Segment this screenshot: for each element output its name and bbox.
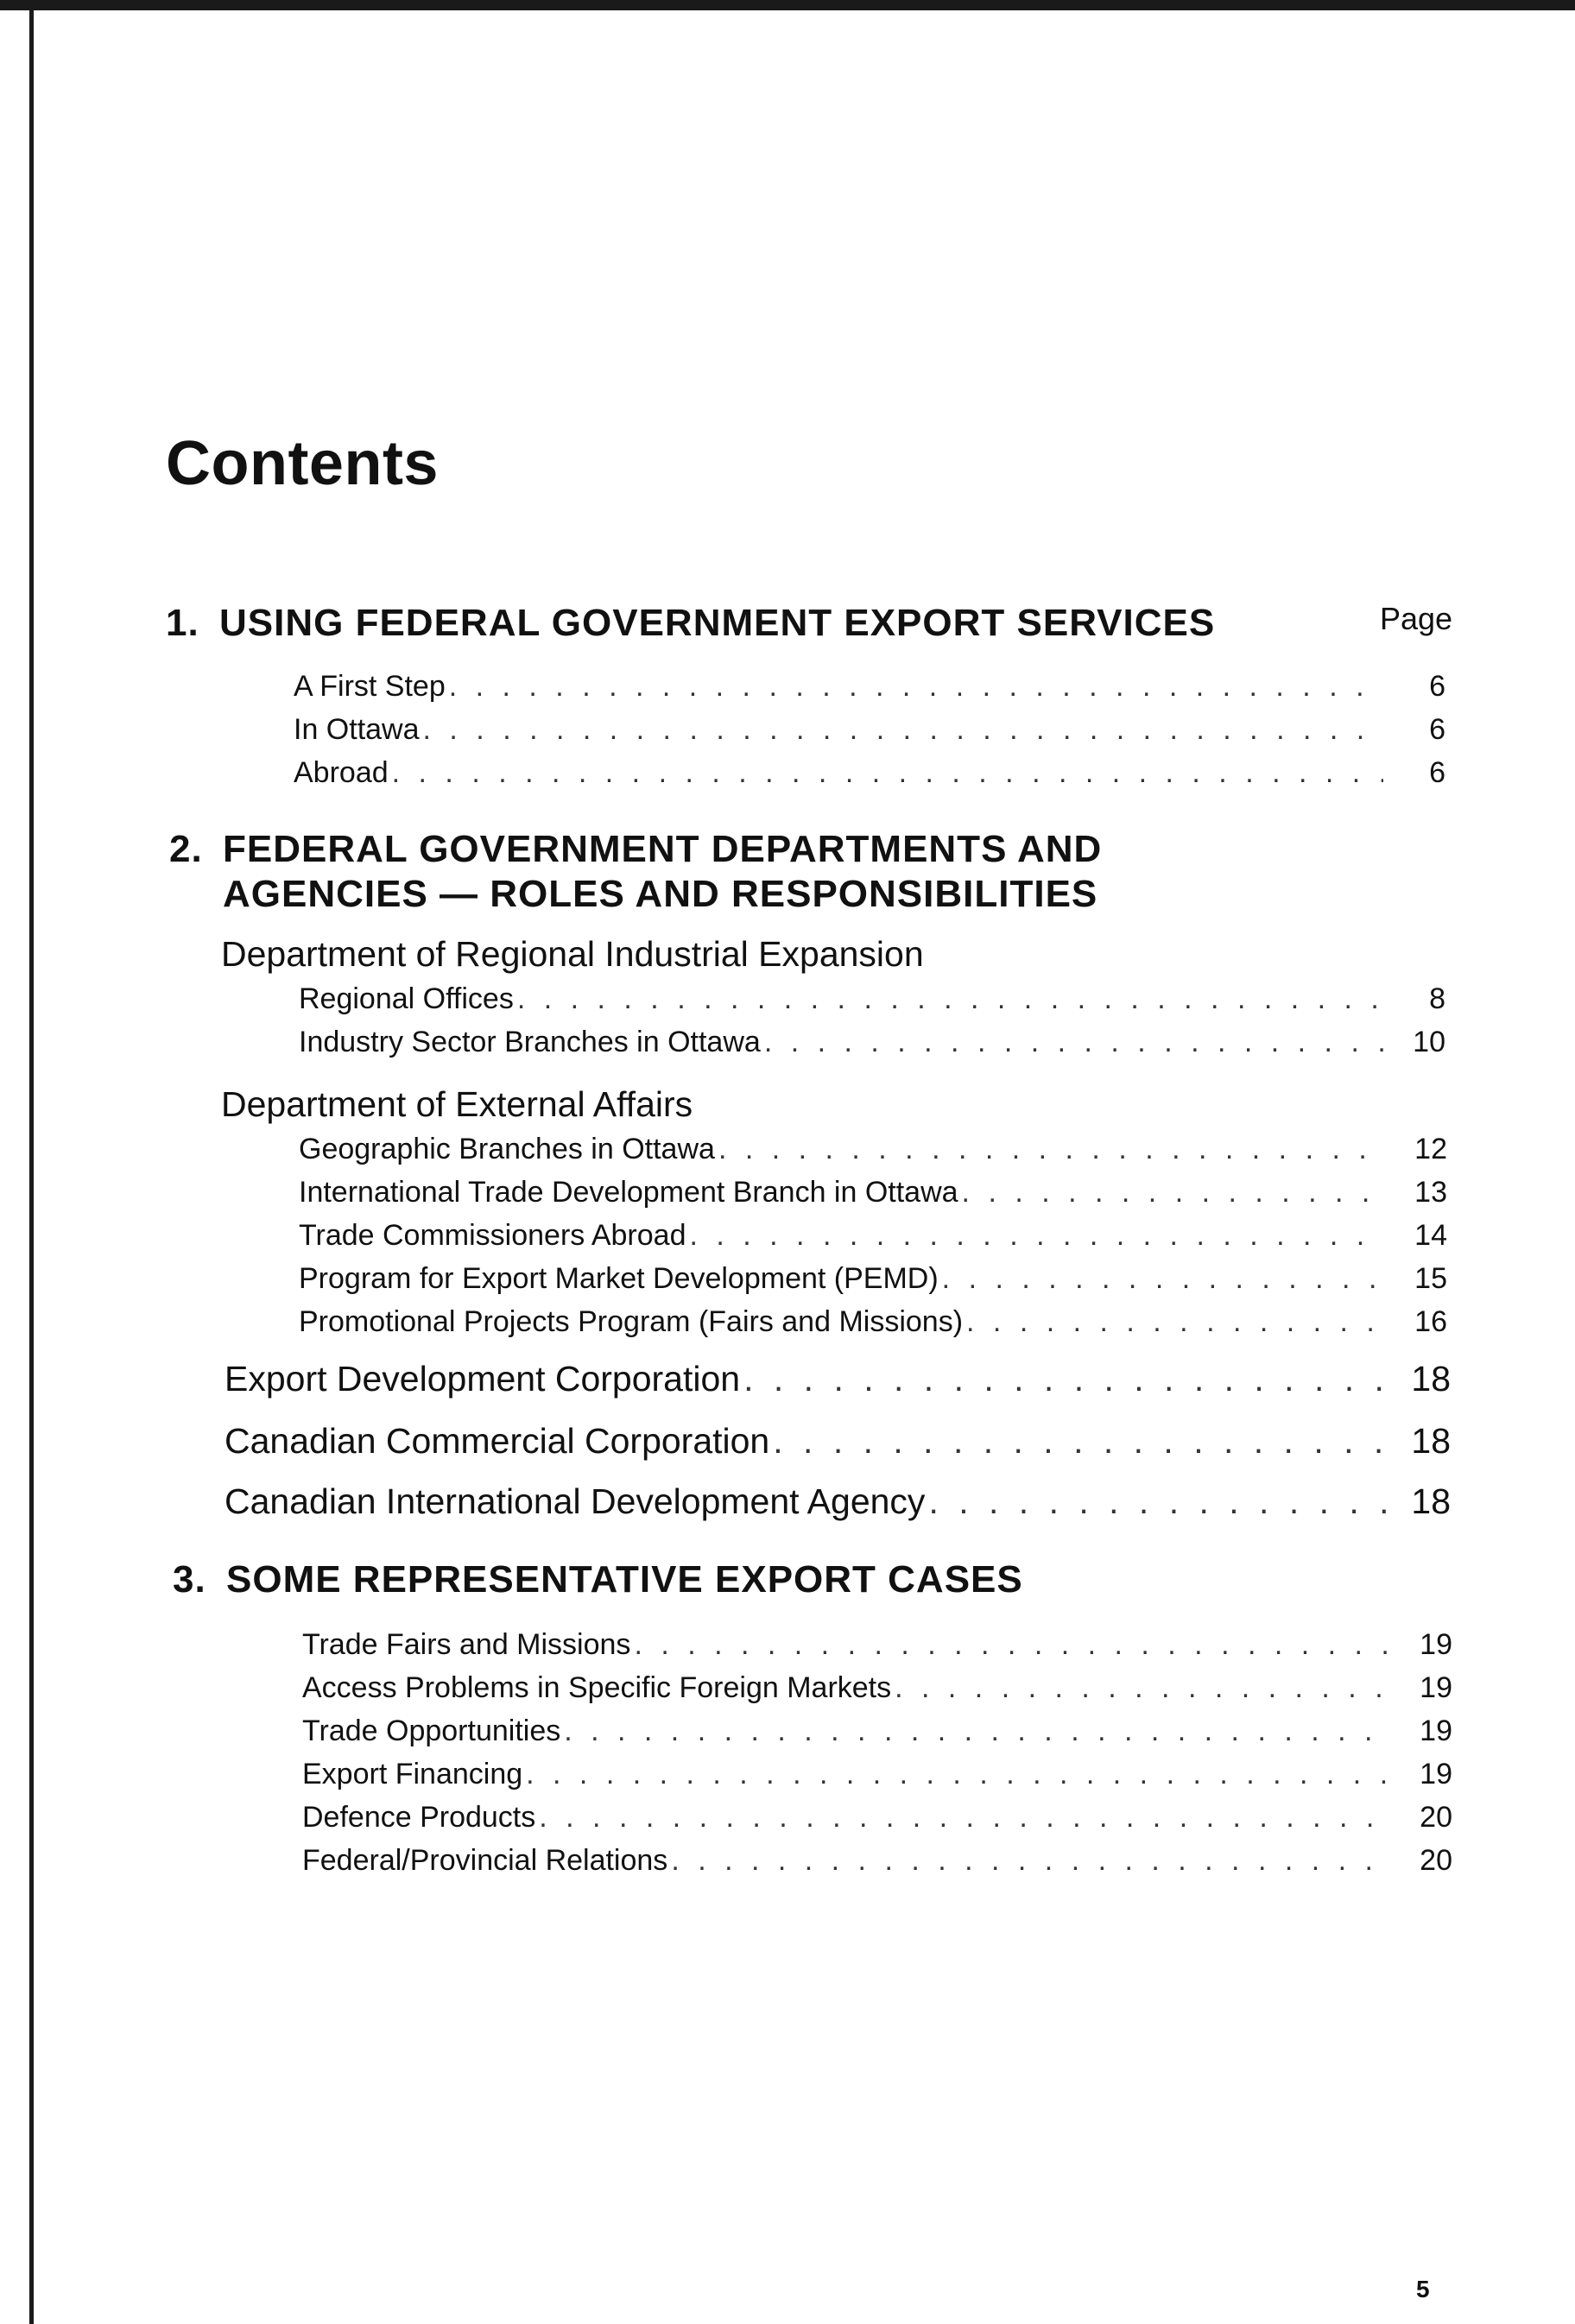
section-number: 1.: [166, 602, 199, 644]
toc-entry-page: 19: [1420, 1715, 1452, 1747]
page-column-label: Page: [1380, 601, 1453, 636]
section-number: 3.: [173, 1558, 206, 1601]
section-3-heading: [173, 1557, 1023, 1602]
toc-entry-page: 18: [1411, 1359, 1451, 1399]
toc-entry-label: Abroad: [294, 756, 389, 789]
toc-entry-page: 20: [1420, 1801, 1452, 1834]
toc-entry[interactable]: [225, 1359, 1451, 1399]
toc-entry-page: 15: [1414, 1262, 1447, 1295]
dot-leader: [517, 982, 1383, 1016]
dot-leader: [526, 1758, 1390, 1791]
section-title: SOME REPRESENTATIVE EXPORT CASES: [226, 1558, 1023, 1601]
toc-entry[interactable]: [299, 982, 1445, 1016]
dot-leader: [423, 713, 1383, 747]
dot-leader: [895, 1671, 1390, 1705]
toc-entry-label: In Ottawa: [294, 713, 420, 746]
toc-entry-label: Federal/Provincial Relations: [302, 1844, 668, 1877]
toc-entry-label: Canadian International Development Agency: [225, 1481, 926, 1521]
toc-entry[interactable]: [299, 1219, 1447, 1253]
dot-leader: [718, 1133, 1385, 1166]
toc-entry[interactable]: [302, 1628, 1452, 1662]
toc-entry[interactable]: [299, 1262, 1447, 1296]
dot-leader: [564, 1715, 1390, 1748]
toc-entry[interactable]: [302, 1671, 1452, 1705]
dot-leader: [743, 1359, 1388, 1399]
section-title: USING FEDERAL GOVERNMENT EXPORT SERVICES: [219, 602, 1216, 644]
section-2-heading: [169, 827, 1102, 917]
dot-leader: [962, 1176, 1385, 1209]
toc-entry-label: Regional Offices: [299, 982, 514, 1015]
department-heading: Department of Regional Industrial Expansion: [221, 934, 924, 974]
toc-entry-label: International Trade Development Branch in Ottawa: [299, 1176, 958, 1209]
section-1-heading: [166, 601, 1215, 646]
toc-entry-label: Export Financing: [302, 1758, 523, 1790]
toc-entry[interactable]: [294, 670, 1445, 704]
section-number: 2.: [169, 828, 203, 870]
toc-entry-page: 6: [1429, 713, 1445, 746]
toc-entry[interactable]: [302, 1715, 1452, 1748]
toc-entry[interactable]: [302, 1844, 1452, 1878]
scan-top-border: [0, 0, 1575, 10]
toc-entry[interactable]: [225, 1481, 1451, 1522]
dot-leader: [689, 1219, 1385, 1253]
toc-entry[interactable]: [299, 1176, 1447, 1209]
toc-entry-page: 20: [1420, 1844, 1452, 1877]
toc-entry[interactable]: [302, 1801, 1452, 1835]
toc-entry-label: Export Development Corporation: [225, 1359, 741, 1399]
toc-entry-label: Access Problems in Specific Foreign Markets: [302, 1671, 892, 1704]
toc-entry-page: 18: [1411, 1481, 1451, 1521]
toc-entry-page: 6: [1429, 756, 1445, 789]
toc-entry[interactable]: [299, 1133, 1447, 1166]
toc-entry[interactable]: [299, 1026, 1445, 1059]
dot-leader: [928, 1481, 1388, 1522]
toc-entry-page: 10: [1413, 1026, 1445, 1058]
toc-entry-label: Industry Sector Branches in Ottawa: [299, 1026, 761, 1058]
dot-leader: [392, 756, 1383, 790]
section-title: FEDERAL GOVERNMENT DEPARTMENTS AND: [223, 828, 1103, 870]
toc-entry[interactable]: [225, 1421, 1451, 1462]
department-heading: Department of External Affairs: [221, 1084, 693, 1124]
toc-entry[interactable]: [299, 1305, 1447, 1339]
toc-entry-page: 18: [1411, 1421, 1451, 1461]
toc-entry-label: Promotional Projects Program (Fairs and Missions): [299, 1305, 964, 1338]
dot-leader: [539, 1801, 1390, 1835]
dot-leader: [449, 670, 1383, 704]
dot-leader: [773, 1421, 1388, 1462]
toc-entry-page: 8: [1429, 982, 1445, 1015]
page-number: 5: [1416, 2276, 1430, 2302]
toc-entry-label: Trade Opportunities: [302, 1715, 561, 1747]
toc-entry-label: A First Step: [294, 670, 446, 703]
toc-entry-label: Defence Products: [302, 1801, 536, 1834]
dot-leader: [634, 1628, 1390, 1662]
toc-entry-label: Trade Commissioners Abroad: [299, 1219, 686, 1252]
scan-left-border: [29, 10, 34, 2324]
toc-entry[interactable]: [302, 1758, 1452, 1791]
toc-entry[interactable]: [294, 756, 1445, 790]
dot-leader: [764, 1026, 1383, 1059]
toc-entry-page: 16: [1414, 1305, 1447, 1338]
toc-entry[interactable]: [294, 713, 1445, 747]
toc-entry-label: Trade Fairs and Missions: [302, 1628, 631, 1661]
toc-entry-page: 19: [1420, 1628, 1452, 1661]
toc-entry-label: Geographic Branches in Ottawa: [299, 1133, 715, 1165]
toc-entry-page: 19: [1420, 1671, 1452, 1704]
toc-entry-page: 19: [1420, 1758, 1452, 1790]
toc-entry-label: Program for Export Market Development (PEMD): [299, 1262, 939, 1295]
toc-entry-label: Canadian Commercial Corporation: [225, 1421, 770, 1461]
toc-entry-page: 6: [1429, 670, 1445, 703]
section-title-continued: AGENCIES — ROLES AND RESPONSIBILITIES: [223, 873, 1098, 915]
page-title: Contents: [166, 429, 439, 498]
toc-entry-page: 14: [1414, 1219, 1447, 1252]
dot-leader: [966, 1305, 1385, 1339]
dot-leader: [942, 1262, 1385, 1296]
toc-entry-page: 12: [1414, 1133, 1447, 1165]
toc-entry-page: 13: [1414, 1176, 1447, 1209]
dot-leader: [671, 1844, 1390, 1878]
